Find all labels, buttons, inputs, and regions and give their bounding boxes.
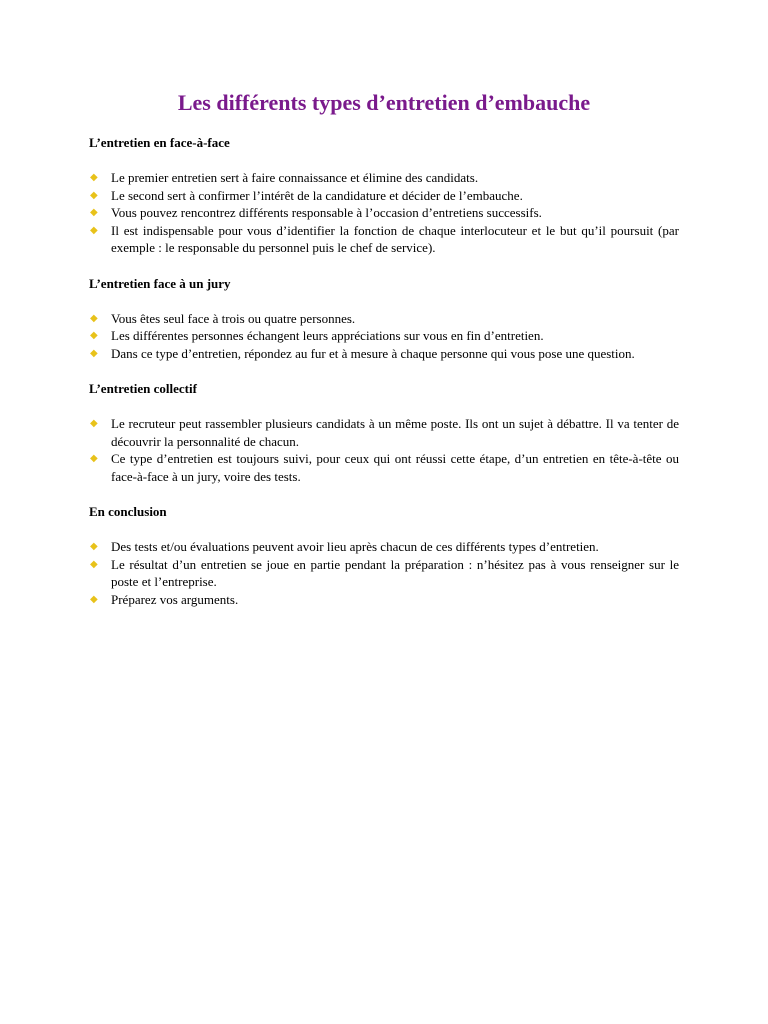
section-heading: L’entretien collectif: [89, 381, 197, 396]
diamond-bullet-icon: ◆: [90, 593, 98, 605]
bullet-list: [89, 169, 679, 257]
list-item-text: Le recruteur peut rassembler plusieurs candidats à un même poste. Ils ont un sujet à débattre. Il va tenter de découvrir la personnalité de chacun.: [111, 416, 679, 449]
section-conclusion: [89, 504, 679, 608]
section-heading: L’entretien face à un jury: [89, 275, 231, 291]
list-item: [89, 204, 679, 222]
list-item: [89, 345, 679, 363]
list-item-text: Le second sert à confirmer l’intérêt de la candidature et décider de l’embauche.: [111, 187, 523, 203]
diamond-bullet-icon: ◆: [90, 558, 98, 570]
bullet-list: [89, 310, 679, 363]
list-item-text: Les différentes personnes échangent leurs appréciations sur vous en fin d’entretien.: [111, 328, 544, 343]
list-item-text: Le résultat d’un entretien se joue en partie pendant la préparation : n’hésitez pas à vous renseigner sur le poste et l’entreprise.: [111, 556, 679, 589]
section-face-a-face: [89, 135, 679, 257]
diamond-bullet-icon: ◆: [90, 312, 98, 324]
diamond-bullet-icon: ◆: [90, 224, 98, 236]
diamond-bullet-icon: ◆: [90, 189, 98, 201]
list-item: [89, 591, 679, 609]
list-item-text: Des tests et/ou évaluations peuvent avoir lieu après chacun de ces différents types d’entretien.: [111, 539, 599, 554]
list-item-text: Préparez vos arguments.: [111, 591, 239, 607]
diamond-bullet-icon: ◆: [90, 541, 98, 552]
bullet-list: [89, 415, 679, 485]
section-heading: L’entretien en face-à-face: [89, 135, 230, 150]
diamond-bullet-icon: ◆: [90, 330, 98, 341]
list-item: [89, 222, 679, 257]
list-item-text: Dans ce type d’entretien, répondez au fur et à mesure à chaque personne qui vous pose une question.: [111, 345, 635, 361]
list-item: [89, 310, 679, 328]
list-item: [89, 538, 679, 556]
list-item: [89, 187, 679, 205]
list-item-text: Ce type d’entretien est toujours suivi, pour ceux qui ont réussi cette étape, d’un entretien en tête-à-tête ou face-à-face à un jury, voire des tests.: [111, 451, 679, 484]
list-item: [89, 556, 679, 591]
diamond-bullet-icon: ◆: [90, 453, 98, 464]
document-page: [89, 88, 679, 608]
section-face-a-un-jury: [89, 276, 679, 363]
list-item: [89, 450, 679, 485]
diamond-bullet-icon: ◆: [90, 418, 98, 429]
list-item-text: Le premier entretien sert à faire connaissance et élimine des candidats.: [111, 170, 479, 185]
section-collectif: [89, 381, 679, 485]
list-item: [89, 415, 679, 450]
diamond-bullet-icon: ◆: [90, 172, 98, 183]
diamond-bullet-icon: ◆: [90, 207, 98, 218]
list-item-text: Vous êtes seul face à trois ou quatre personnes.: [111, 310, 356, 326]
list-item-text: Il est indispensable pour vous d’identifier la fonction de chaque interlocuteur et le but qu’il poursuit (par exemple : le responsable du personnel puis le chef de service).: [111, 222, 679, 255]
diamond-bullet-icon: ◆: [90, 347, 98, 359]
section-heading: En conclusion: [89, 504, 167, 519]
list-item-text: Vous pouvez rencontrez différents responsable à l’occasion d’entretiens successifs.: [111, 205, 542, 220]
list-item: [89, 327, 679, 345]
document-title: Les différents types d’entretien d’embauche: [177, 90, 591, 115]
bullet-list: [89, 538, 679, 608]
list-item: [89, 169, 679, 187]
